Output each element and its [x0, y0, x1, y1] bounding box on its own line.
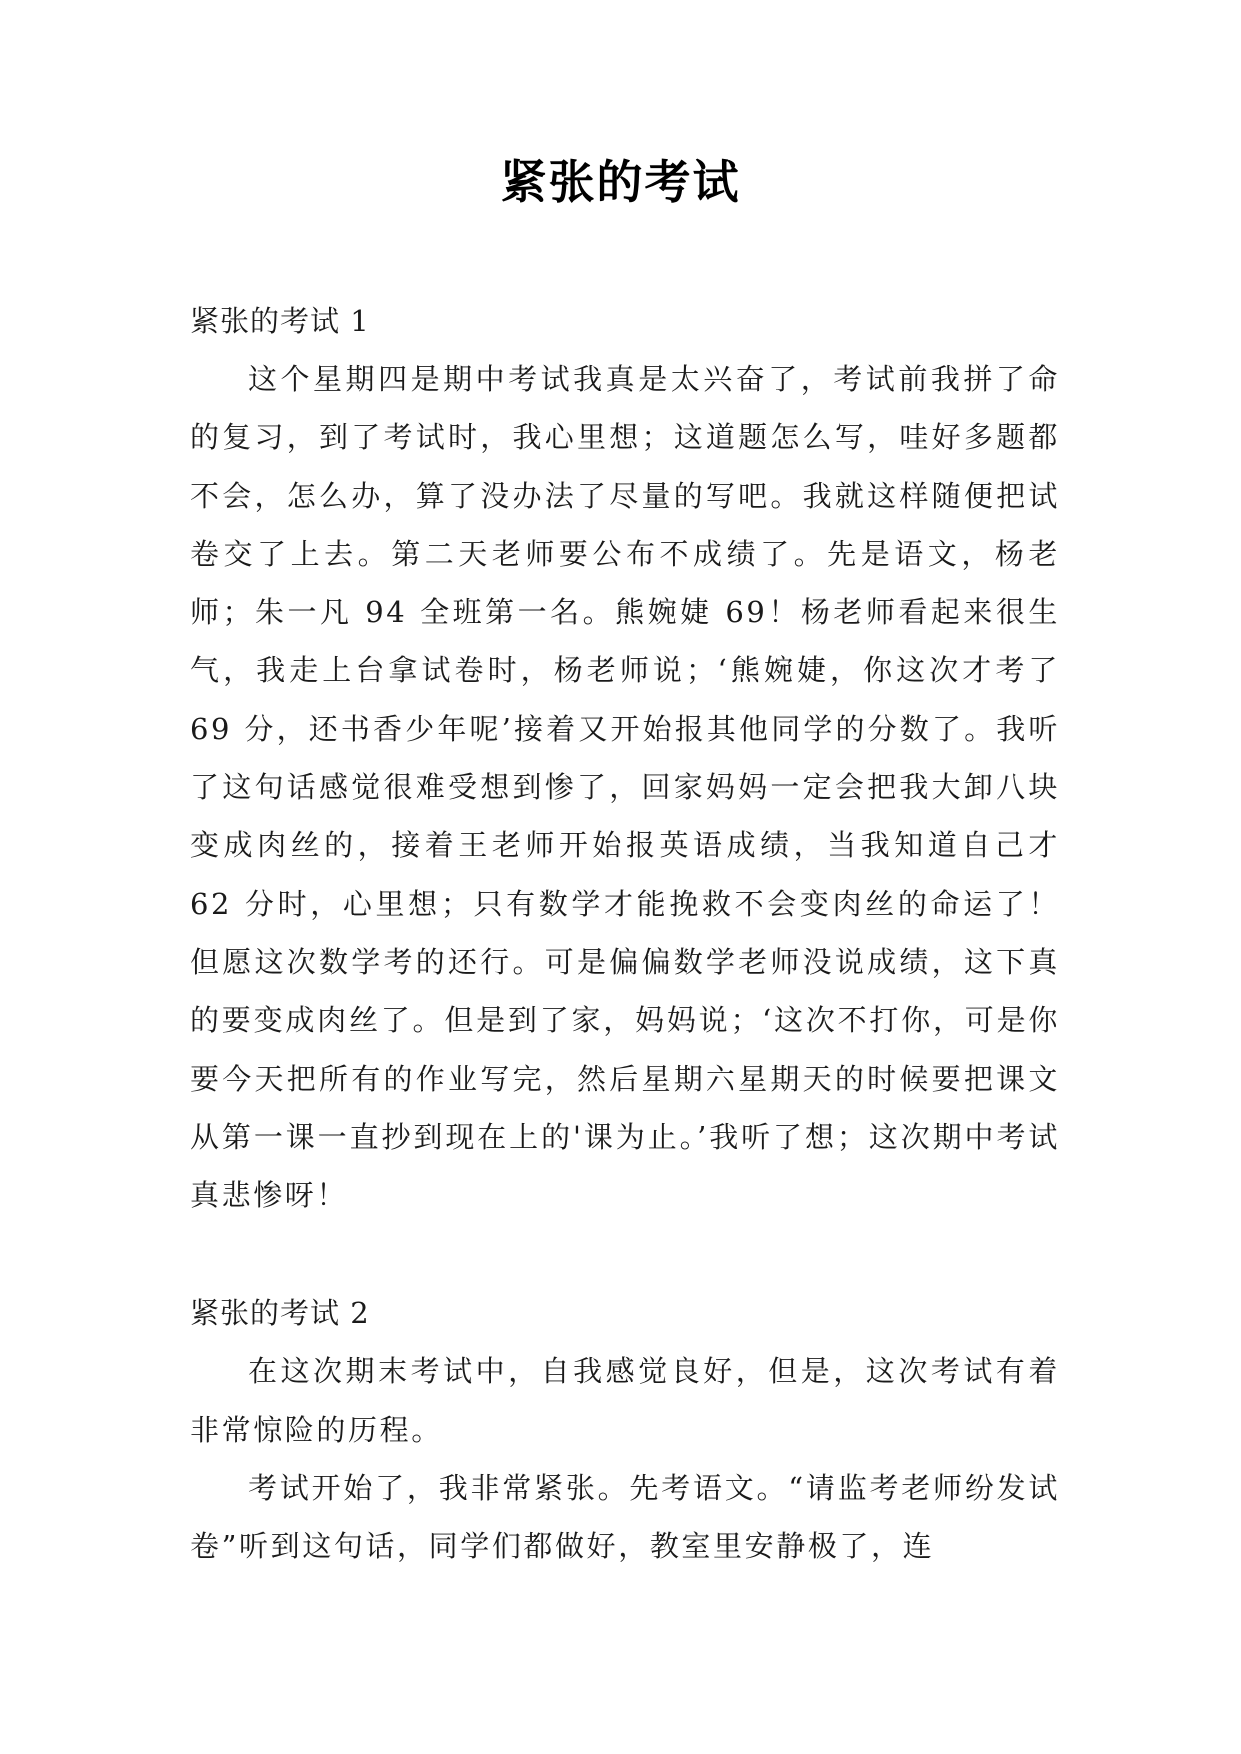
document-title: 紧张的考试: [500, 155, 741, 209]
section-spacer: [190, 1224, 1060, 1284]
section-2: [190, 1284, 1060, 1575]
section-heading: 紧张的考试 2: [190, 1296, 370, 1331]
document-body: [190, 292, 1060, 1576]
section-1: [190, 292, 1060, 1224]
paragraph: 这个星期四是期中考试我真是太兴奋了，考试前我拼了命的复习，到了考试时，我心里想；这道题怎么写，哇好多题都不会，怎么办，算了没办法了尽量的写吧。我就这样随便把试卷交了上去。第二天老师要公布不成绩了。先是语文，杨老师；朱一凡 94 全班第一名。熊婉婕 69！杨老师看起来很生气，我走上台拿试卷时，杨老师说；‘熊婉婕，你这次才考了 69 分，还书香少年呢’接着又开始报其他同学的分数了。我听了这句话感觉很难受想到惨了，回家妈妈一定会把我大卸八块变成肉丝的，接着王老师开始报英语成绩，当我知道自己才 62 分时，心里想；只有数学才能挽救不会变肉丝的命运了！但愿这次数学考的还行。可是偏偏数学老师没说成绩，这下真的要变成肉丝了。但是到了家，妈妈说；‘这次不打你，可是你要今天把所有的作业写完，然后星期六星期天的时候要把课文从第一课一直抄到现在上的'课为止。’我听了想；这次期中考试真悲惨呀！: [190, 362, 1060, 1213]
paragraph: 在这次期末考试中，自我感觉良好，但是，这次考试有着非常惊险的历程。: [190, 1354, 1060, 1447]
section-heading: 紧张的考试 1: [190, 304, 370, 338]
paragraph: 考试开始了，我非常紧张。先考语文。“请监考老师纷发试卷”听到这句话，同学们都做好，教室里安静极了，连: [190, 1471, 1060, 1564]
